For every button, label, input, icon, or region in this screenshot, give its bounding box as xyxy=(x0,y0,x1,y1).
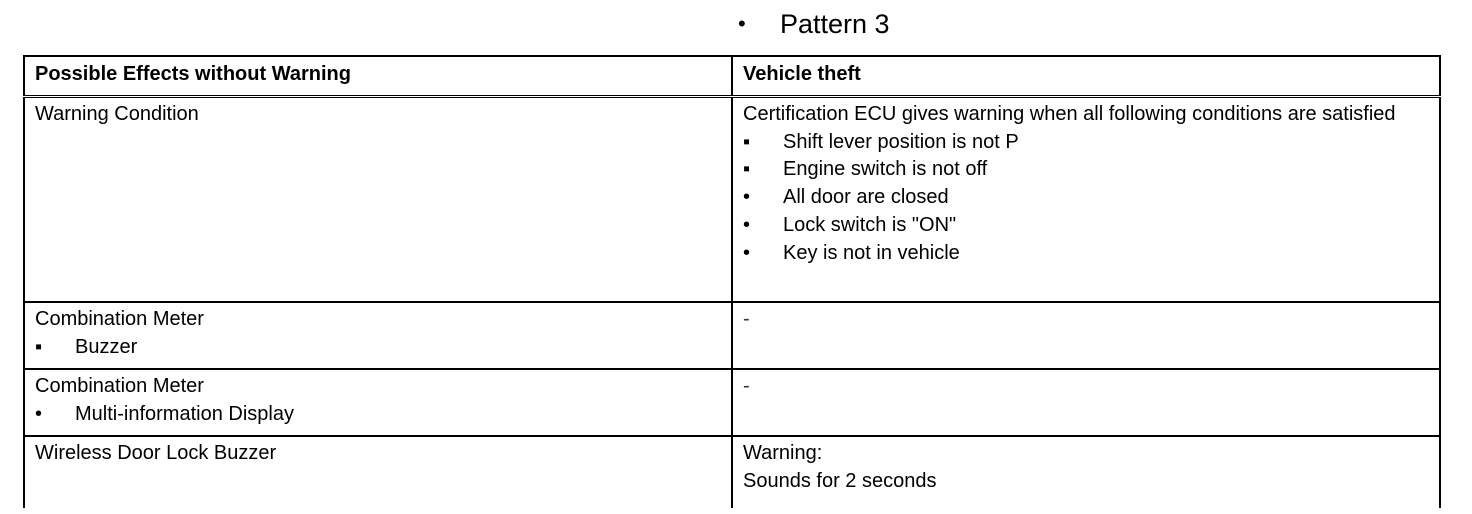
warning-condition-label: Warning Condition xyxy=(24,97,732,303)
condition-text: All door are closed xyxy=(783,186,949,209)
condition-list xyxy=(743,129,1429,268)
condition-item xyxy=(743,184,1429,212)
condition-text: Shift lever position is not P xyxy=(783,130,1019,153)
warning-condition-intro: Certification ECU gives warning when all following conditions are satisfied xyxy=(743,103,1396,125)
wireless-buzzer-label: Wireless Door Lock Buzzer xyxy=(24,436,732,508)
wireless-warning-line: Warning: xyxy=(743,442,823,464)
condition-text: Lock switch is "ON" xyxy=(783,213,957,236)
list-item xyxy=(35,334,721,362)
warning-condition-value xyxy=(732,97,1440,303)
meter-display-label: Combination Meter xyxy=(35,375,204,397)
heading-bullet: • xyxy=(738,11,746,36)
table-header-row xyxy=(24,56,1440,97)
table-row-warning-condition xyxy=(24,97,1440,303)
meter-buzzer-item: Buzzer xyxy=(75,335,138,358)
round-bullet-icon: • xyxy=(35,402,43,425)
heading-text: Pattern 3 xyxy=(780,9,890,39)
condition-text: Engine switch is not off xyxy=(783,158,988,181)
meter-buzzer-value: - xyxy=(732,302,1440,369)
effects-table xyxy=(23,55,1441,508)
list-item xyxy=(35,401,721,429)
wireless-duration-line: Sounds for 2 seconds xyxy=(743,469,937,492)
header-cell-vehicle-theft: Vehicle theft xyxy=(732,56,1440,97)
condition-item xyxy=(743,240,1429,268)
condition-item xyxy=(743,129,1429,157)
square-bullet-icon: ▪ xyxy=(743,158,751,181)
square-bullet-icon: ▪ xyxy=(35,335,43,358)
header-cell-effects: Possible Effects without Warning xyxy=(24,56,732,97)
meter-display-label-cell xyxy=(24,369,732,436)
meter-buzzer-label: Combination Meter xyxy=(35,308,204,330)
meter-display-value: - xyxy=(732,369,1440,436)
table-row-wireless-buzzer xyxy=(24,436,1440,508)
condition-text: Key is not in vehicle xyxy=(783,241,960,264)
meter-buzzer-label-cell xyxy=(24,302,732,369)
round-bullet-icon: • xyxy=(743,213,751,236)
wireless-buzzer-value xyxy=(732,436,1440,508)
round-bullet-icon: • xyxy=(743,241,751,264)
condition-item xyxy=(743,156,1429,184)
table-row-meter-display xyxy=(24,369,1440,436)
table-row-meter-buzzer xyxy=(24,302,1440,369)
condition-item xyxy=(743,212,1429,240)
meter-display-list xyxy=(35,401,721,429)
pattern-heading xyxy=(738,6,890,42)
meter-buzzer-list xyxy=(35,334,721,362)
round-bullet-icon: • xyxy=(743,186,751,209)
meter-display-item: Multi-information Display xyxy=(75,402,294,425)
square-bullet-icon: ▪ xyxy=(743,130,751,153)
